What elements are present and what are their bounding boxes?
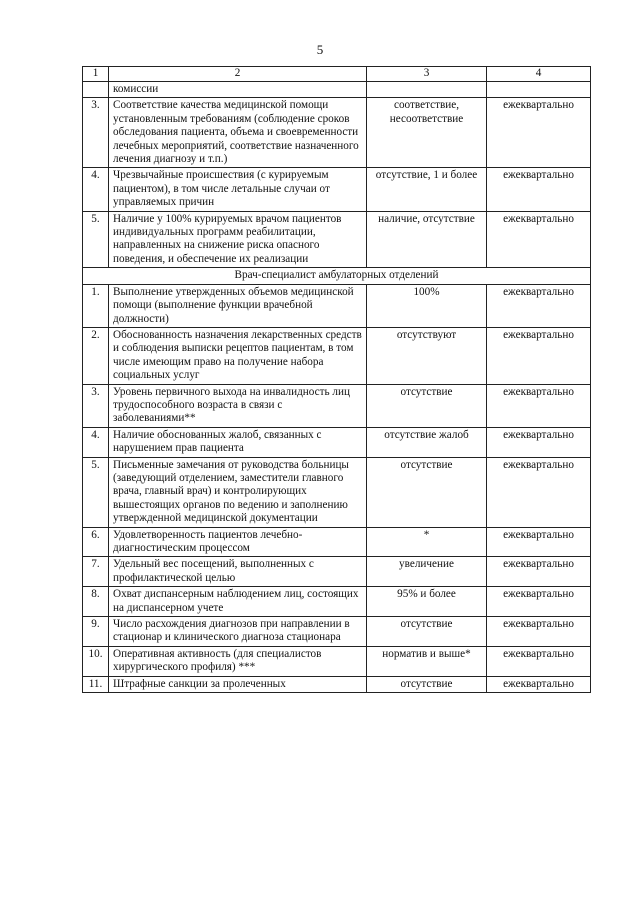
- column-header: 3: [367, 67, 487, 82]
- row-period: ежеквартально: [487, 384, 591, 427]
- row-value: увеличение: [367, 557, 487, 587]
- row-value: 95% и более: [367, 587, 487, 617]
- row-number: 8.: [83, 587, 109, 617]
- row-value: 100%: [367, 284, 487, 327]
- row-criterion: Обоснованность назначения лекарственных средств и соблюдения выписки рецептов пациентам, в том числе имеющим право на получение набора социальных услуг: [109, 327, 367, 384]
- table-row: [83, 457, 591, 527]
- row-period: ежеквартально: [487, 676, 591, 692]
- row-value: отсутствие: [367, 457, 487, 527]
- row-number: 2.: [83, 327, 109, 384]
- row-number: [83, 82, 109, 98]
- row-period: ежеквартально: [487, 427, 591, 457]
- row-criterion: Соответствие качества медицинской помощи установленным требованиям (соблюдение сроков обследования пациента, объема и своевременности лечебных мероприятий, соответствие назначенного лечения диагнозу и т.п.): [109, 98, 367, 168]
- row-number: 3.: [83, 384, 109, 427]
- section-row: [83, 268, 591, 284]
- row-number: 11.: [83, 676, 109, 692]
- row-period: ежеквартально: [487, 587, 591, 617]
- row-criterion: Наличие у 100% курируемых врачом пациентов индивидуальных программ реабилитации, направленных на снижение риска опасного поведения, и обеспечение их реализации: [109, 211, 367, 268]
- row-criterion: Оперативная активность (для специалистов хирургического профиля) ***: [109, 646, 367, 676]
- table-row: [83, 427, 591, 457]
- table-row: [83, 327, 591, 384]
- table-row: [83, 98, 591, 168]
- row-value: соответствие, несоответствие: [367, 98, 487, 168]
- column-header: 2: [109, 67, 367, 82]
- table-row: [83, 557, 591, 587]
- row-criterion: Наличие обоснованных жалоб, связанных с нарушением прав пациента: [109, 427, 367, 457]
- row-number: 6.: [83, 527, 109, 557]
- row-number: 5.: [83, 457, 109, 527]
- row-period: ежеквартально: [487, 617, 591, 647]
- column-header: 1: [83, 67, 109, 82]
- row-value: наличие, отсутствие: [367, 211, 487, 268]
- row-criterion: Чрезвычайные происшествия (с курируемым пациентом), в том числе летальные случаи от управляемых причин: [109, 168, 367, 211]
- row-criterion: Письменные замечания от руководства больницы (заведующий отделением, заместители главного врача, главный врач) и контролирующих вышестоящих органов по ведению и заполнению утвержденной медицинской документации: [109, 457, 367, 527]
- row-value: отсутствие жалоб: [367, 427, 487, 457]
- row-period: ежеквартально: [487, 457, 591, 527]
- table-row: [83, 617, 591, 647]
- row-period: ежеквартально: [487, 168, 591, 211]
- row-value: [367, 82, 487, 98]
- table-row: [83, 676, 591, 692]
- row-value: отсутствие: [367, 617, 487, 647]
- row-number: 1.: [83, 284, 109, 327]
- row-period: ежеквартально: [487, 211, 591, 268]
- row-criterion: Удовлетворенность пациентов лечебно-диагностическим процессом: [109, 527, 367, 557]
- row-number: 3.: [83, 98, 109, 168]
- row-number: 4.: [83, 427, 109, 457]
- table-row: [83, 82, 591, 98]
- row-value: отсутствие: [367, 676, 487, 692]
- row-number: 7.: [83, 557, 109, 587]
- row-criterion: Удельный вес посещений, выполненных с профилактической целью: [109, 557, 367, 587]
- row-criterion: Уровень первичного выхода на инвалидность лиц трудоспособного возраста в связи с заболеваниями**: [109, 384, 367, 427]
- row-period: ежеквартально: [487, 98, 591, 168]
- row-period: ежеквартально: [487, 327, 591, 384]
- row-period: ежеквартально: [487, 284, 591, 327]
- row-criterion: Охват диспансерным наблюдением лиц, состоящих на диспансерном учете: [109, 587, 367, 617]
- table-row: [83, 646, 591, 676]
- row-value: *: [367, 527, 487, 557]
- column-number-row: [83, 67, 591, 82]
- row-number: 10.: [83, 646, 109, 676]
- row-value: норматив и выше*: [367, 646, 487, 676]
- page-number: 5: [316, 42, 324, 57]
- table-row: [83, 384, 591, 427]
- row-criterion: Число расхождения диагнозов при направлении в стационар и клинического диагноза стационара: [109, 617, 367, 647]
- table-row: [83, 168, 591, 211]
- row-number: 4.: [83, 168, 109, 211]
- row-period: ежеквартально: [487, 557, 591, 587]
- row-value: отсутствие: [367, 384, 487, 427]
- section-title: Врач-специалист амбулаторных отделений: [83, 268, 591, 284]
- row-value: отсутствие, 1 и более: [367, 168, 487, 211]
- criteria-table: [82, 66, 591, 693]
- row-criterion: комиссии: [109, 82, 367, 98]
- row-period: ежеквартально: [487, 527, 591, 557]
- column-header: 4: [487, 67, 591, 82]
- table-row: [83, 284, 591, 327]
- table-row: [83, 527, 591, 557]
- row-period: [487, 82, 591, 98]
- row-criterion: Выполнение утвержденных объемов медицинской помощи (выполнение функции врачебной должности): [109, 284, 367, 327]
- table-row: [83, 211, 591, 268]
- row-number: 5.: [83, 211, 109, 268]
- row-period: ежеквартально: [487, 646, 591, 676]
- row-value: отсутствуют: [367, 327, 487, 384]
- row-number: 9.: [83, 617, 109, 647]
- table-row: [83, 587, 591, 617]
- row-criterion: Штрафные санкции за пролеченных: [109, 676, 367, 692]
